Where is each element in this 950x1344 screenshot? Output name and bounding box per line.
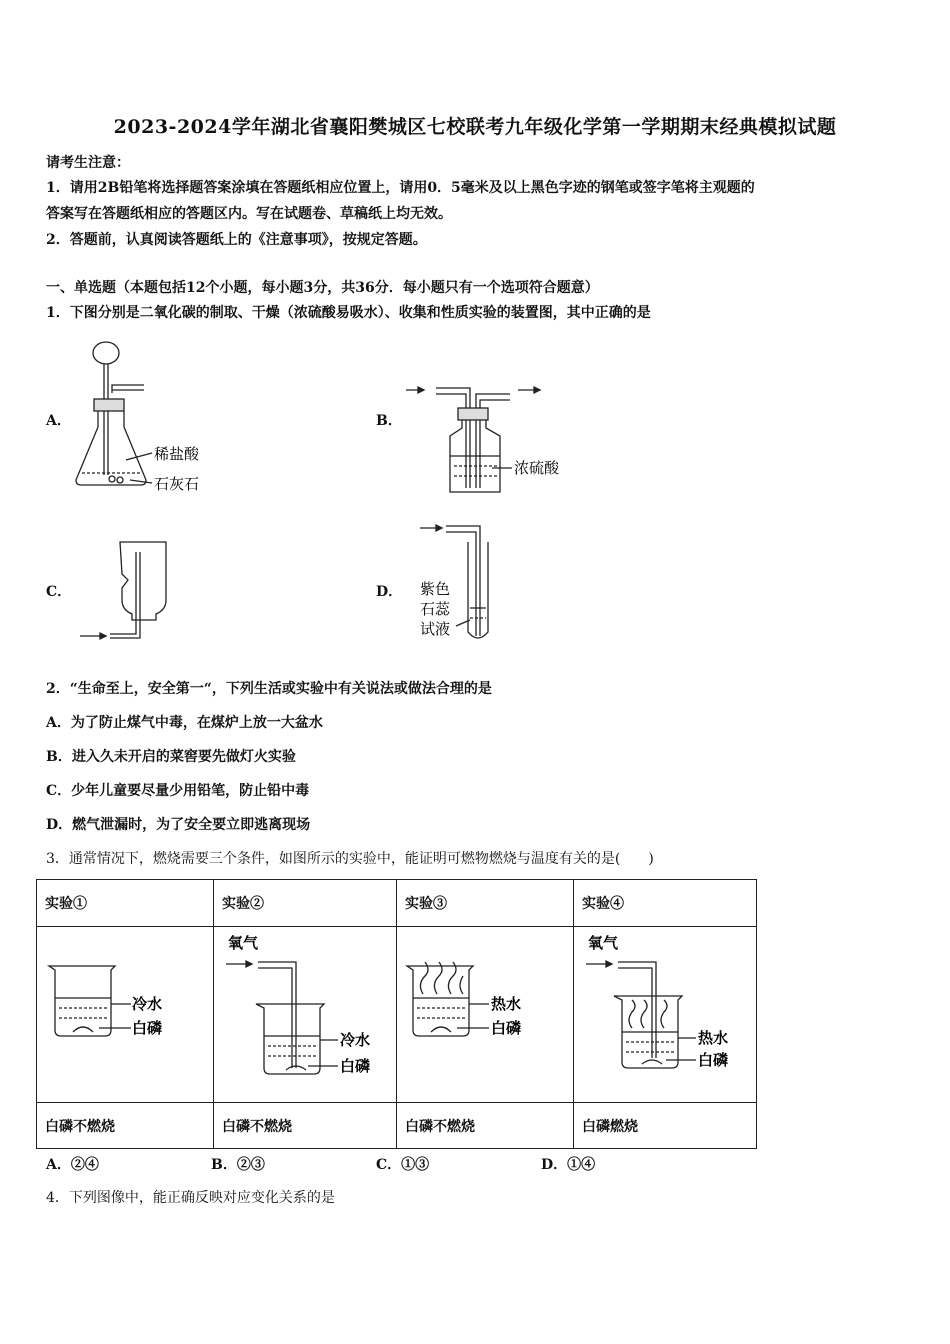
- white-p-label-2: 白磷: [340, 1056, 371, 1075]
- white-p-label-3: 白磷: [491, 1018, 522, 1037]
- white-p-label-4: 白磷: [698, 1050, 729, 1069]
- q2-option-b[interactable]: B．进入久未开启的菜窖要先做灯火实验: [46, 749, 296, 765]
- exp-header-3: 实验③: [397, 880, 574, 927]
- q1-option-d[interactable]: D．: [376, 584, 403, 600]
- q4-stem: 4．下列图像中，能正确反映对应变化关系的是: [46, 1190, 335, 1206]
- q3-option-a[interactable]: A．②④: [46, 1157, 99, 1173]
- experiment-table: [36, 879, 757, 1149]
- q1-figure-c: [76, 540, 196, 650]
- q2-option-a[interactable]: A．为了防止煤气中毒，在煤炉上放一大盆水: [46, 715, 323, 731]
- exp-figure-2: [214, 927, 397, 1103]
- acid-label: 稀盐酸: [154, 445, 200, 463]
- q2-stem: 2．“生命至上，安全第一“，下列生活或实验中有关说法或做法合理的是: [46, 681, 492, 697]
- exp-header-4: 实验④: [574, 880, 757, 927]
- litmus-label-2: 石蕊: [420, 600, 451, 618]
- exp-result-2: 白磷不燃烧: [214, 1103, 397, 1149]
- q2-option-c[interactable]: C．少年儿童要尽量少用铅笔，防止铅中毒: [46, 783, 310, 799]
- hot-water-label-4: 热水: [698, 1028, 729, 1047]
- q3-option-d[interactable]: D．①④: [541, 1157, 596, 1173]
- cold-water-label-1: 冷水: [132, 994, 163, 1013]
- exp-header-2: 实验②: [214, 880, 397, 927]
- page-title: 2023-2024学年湖北省襄阳樊城区七校联考九年级化学第一学期期末经典模拟试题: [113, 116, 837, 138]
- notice-item-1-line-2: 答案写在答题纸相应的答题区内。写在试题卷、草稿纸上均无效。: [46, 206, 452, 222]
- litmus-label-1: 紫色: [420, 580, 451, 598]
- stone-label: 石灰石: [154, 475, 200, 493]
- hot-water-label-3: 热水: [491, 994, 522, 1013]
- white-p-label-1: 白磷: [132, 1018, 163, 1037]
- notice-heading: 请考生注意：: [46, 155, 130, 171]
- oxygen-label-4: 氧气: [588, 933, 619, 952]
- q1-option-c[interactable]: C．: [46, 584, 72, 600]
- q1-option-b[interactable]: B．: [376, 413, 402, 429]
- oxygen-label-2: 氧气: [228, 933, 259, 952]
- q3-option-c[interactable]: C．①③: [376, 1157, 430, 1173]
- q2-option-d[interactable]: D．燃气泄漏时，为了安全要立即逃离现场: [46, 817, 311, 833]
- litmus-label-3: 试液: [420, 620, 451, 638]
- section-heading: 一、单选题（本题包括12个小题，每小题3分，共36分．每小题只有一个选项符合题意）: [46, 280, 599, 296]
- q1-figure-d: [412, 520, 512, 650]
- exp-figure-1: [37, 927, 214, 1103]
- exp-result-4: 白磷燃烧: [574, 1103, 757, 1149]
- sulfuric-label: 浓硫酸: [514, 459, 560, 477]
- exp-result-1: 白磷不燃烧: [37, 1103, 214, 1149]
- q3-option-b[interactable]: B．②③: [211, 1157, 265, 1173]
- q1-option-a[interactable]: A．: [46, 413, 71, 429]
- cold-water-label-2: 冷水: [340, 1030, 371, 1049]
- exp-figure-4: [574, 927, 757, 1103]
- exp-figure-3: [397, 927, 574, 1103]
- exp-result-3: 白磷不燃烧: [397, 1103, 574, 1149]
- q1-figure-a: [66, 335, 236, 495]
- q3-stem: 3．通常情况下，燃烧需要三个条件，如图所示的实验中，能证明可燃物燃烧与温度有关的是( ): [46, 851, 654, 867]
- notice-item-2: 2．答题前，认真阅读答题纸上的《注意事项》，按规定答题。: [46, 232, 427, 248]
- q1-stem: 1．下图分别是二氧化碳的制取、干燥（浓硫酸易吸水）、收集和性质实验的装置图，其中正确的是: [46, 305, 651, 321]
- q1-figure-b: [400, 380, 590, 500]
- notice-item-1-line-1: 1．请用2B铅笔将选择题答案涂填在答题纸相应位置上，请用0．5毫米及以上黑色字迹的钢笔或签字笔将主观题的: [46, 180, 755, 196]
- exp-header-1: 实验①: [37, 880, 214, 927]
